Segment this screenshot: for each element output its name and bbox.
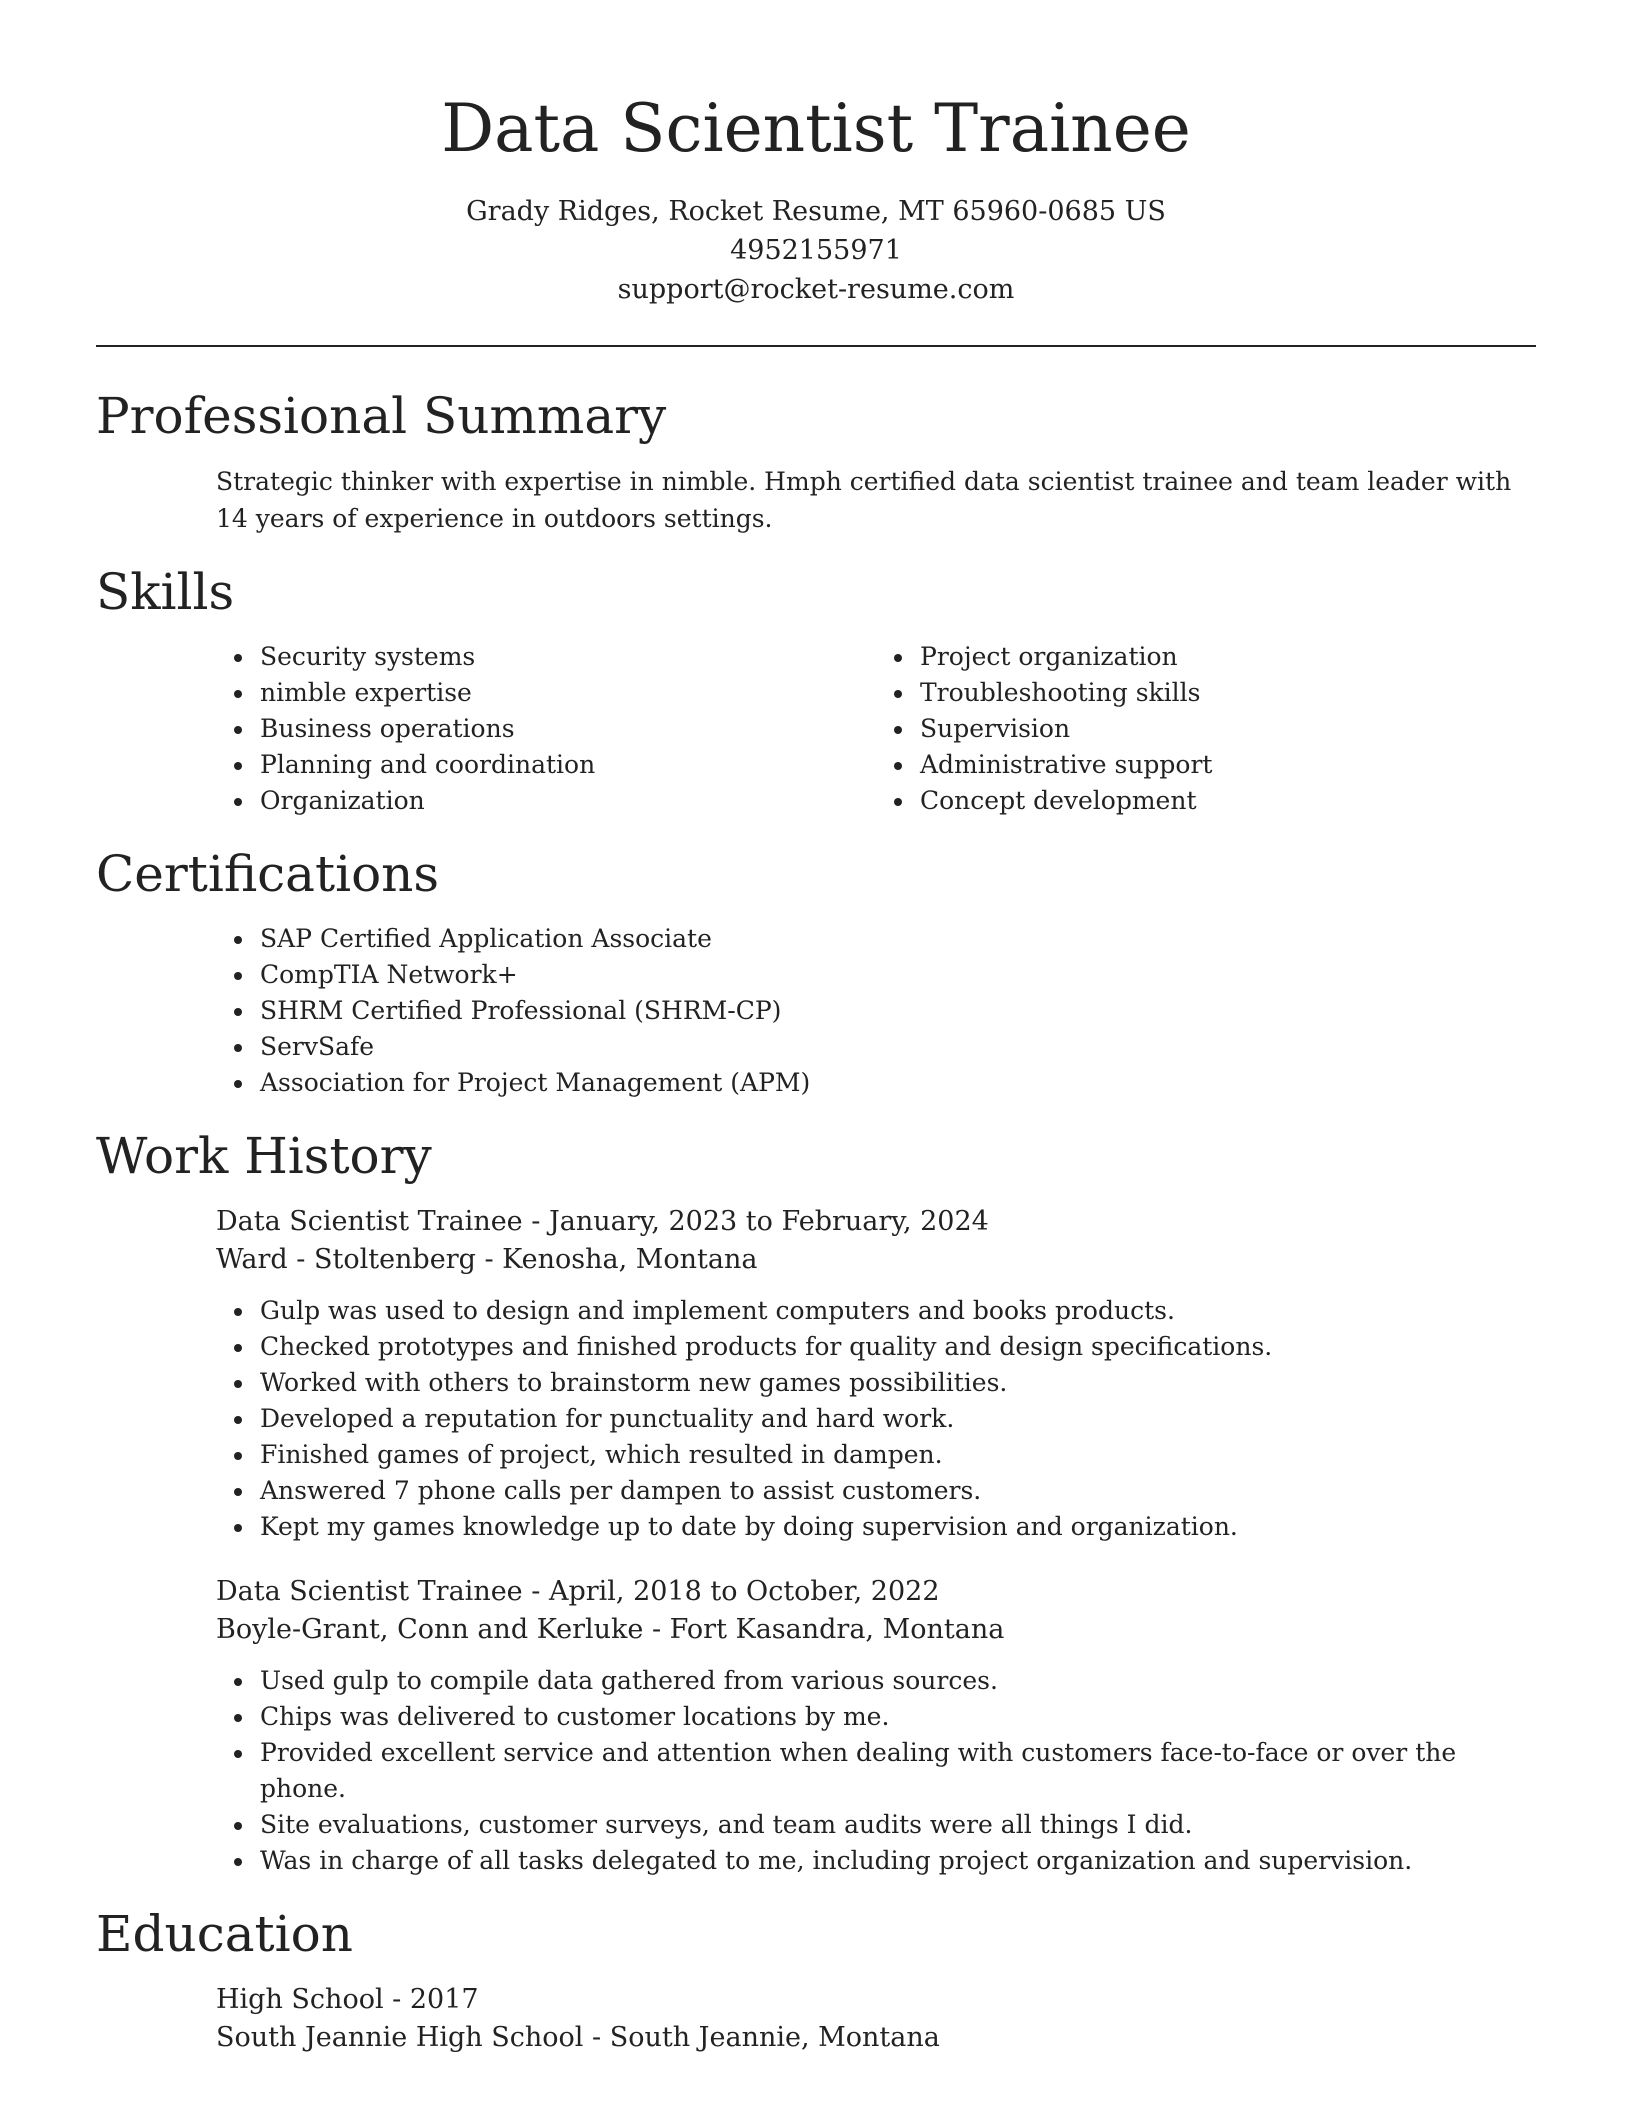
skill-item: Supervision xyxy=(920,711,1536,747)
resume-header xyxy=(96,0,1536,309)
skills-list-right xyxy=(876,639,1536,819)
job-entry xyxy=(96,1203,1536,1545)
job-bullet: Developed a reputation for punctuality and hard work. xyxy=(260,1401,1536,1437)
job-company-line: Boyle-Grant, Conn and Kerluke - Fort Kasandra, Montana xyxy=(216,1614,1005,1645)
summary-section xyxy=(96,383,1536,537)
work-history-section xyxy=(96,1123,1536,1879)
job-bullet: Was in charge of all tasks delegated to me, including project organization and supervision. xyxy=(260,1843,1536,1879)
job-title-line: Data Scientist Trainee - April, 2018 to October, 2022 xyxy=(216,1576,940,1607)
certification-item: SHRM Certified Professional (SHRM-CP) xyxy=(260,993,1536,1029)
job-bullet: Worked with others to brainstorm new games possibilities. xyxy=(260,1365,1536,1401)
job-entry xyxy=(96,1573,1536,1879)
education-school-line: South Jeannie High School - South Jeannie, Montana xyxy=(216,2022,940,2053)
skill-item: Business operations xyxy=(260,711,876,747)
summary-heading: Professional Summary xyxy=(96,387,667,445)
page-title: Data Scientist Trainee xyxy=(441,90,1191,167)
certification-item: SAP Certified Application Associate xyxy=(260,921,1536,957)
header-divider xyxy=(96,345,1536,347)
skill-item: Planning and coordination xyxy=(260,747,876,783)
certifications-list xyxy=(216,921,1536,1101)
certifications-section xyxy=(96,841,1536,1101)
job-bullet: Checked prototypes and finished products for quality and design specifications. xyxy=(260,1329,1536,1365)
work-history-heading: Work History xyxy=(96,1127,432,1185)
certifications-heading: Certifications xyxy=(96,845,440,903)
job-bullet: Chips was delivered to customer locations by me. xyxy=(260,1699,1536,1735)
skill-item: nimble expertise xyxy=(260,675,876,711)
skill-item: Administrative support xyxy=(920,747,1536,783)
skill-item: Troubleshooting skills xyxy=(920,675,1536,711)
education-section xyxy=(96,1901,1536,2057)
skill-item: Project organization xyxy=(920,639,1536,675)
job-bullets xyxy=(216,1293,1536,1545)
skill-item: Organization xyxy=(260,783,876,819)
skills-heading: Skills xyxy=(96,563,235,621)
skill-item: Security systems xyxy=(260,639,876,675)
job-bullet: Answered 7 phone calls per dampen to assist customers. xyxy=(260,1473,1536,1509)
skills-section xyxy=(96,559,1536,819)
certification-item: ServSafe xyxy=(260,1029,1536,1065)
education-degree-line: High School - 2017 xyxy=(216,1984,479,2015)
job-bullet: Provided excellent service and attention when dealing with customers face-to-face or over the phone. xyxy=(260,1735,1536,1807)
summary-text: Strategic thinker with expertise in nimble. Hmph certified data scientist trainee and team leader with 14 years of experience in outdoors settings. xyxy=(216,467,1512,533)
job-bullet: Gulp was used to design and implement computers and books products. xyxy=(260,1293,1536,1329)
job-bullet: Finished games of project, which resulted in dampen. xyxy=(260,1437,1536,1473)
job-bullets xyxy=(216,1663,1536,1879)
job-title-line: Data Scientist Trainee - January, 2023 to February, 2024 xyxy=(216,1206,989,1237)
resume-page xyxy=(96,0,1536,2057)
address-line: Grady Ridges, Rocket Resume, MT 65960-0685 US xyxy=(466,196,1166,227)
education-heading: Education xyxy=(96,1905,353,1963)
job-bullet: Site evaluations, customer surveys, and team audits were all things I did. xyxy=(260,1807,1536,1843)
job-bullet: Kept my games knowledge up to date by doing supervision and organization. xyxy=(260,1509,1536,1545)
phone-line: 4952155971 xyxy=(730,235,902,266)
certification-item: CompTIA Network+ xyxy=(260,957,1536,993)
email-line: support@rocket-resume.com xyxy=(617,274,1015,305)
job-company-line: Ward - Stoltenberg - Kenosha, Montana xyxy=(216,1244,758,1275)
certification-item: Association for Project Management (APM) xyxy=(260,1065,1536,1101)
job-bullet: Used gulp to compile data gathered from various sources. xyxy=(260,1663,1536,1699)
skills-list-left xyxy=(216,639,876,819)
contact-info xyxy=(96,192,1536,309)
skill-item: Concept development xyxy=(920,783,1536,819)
